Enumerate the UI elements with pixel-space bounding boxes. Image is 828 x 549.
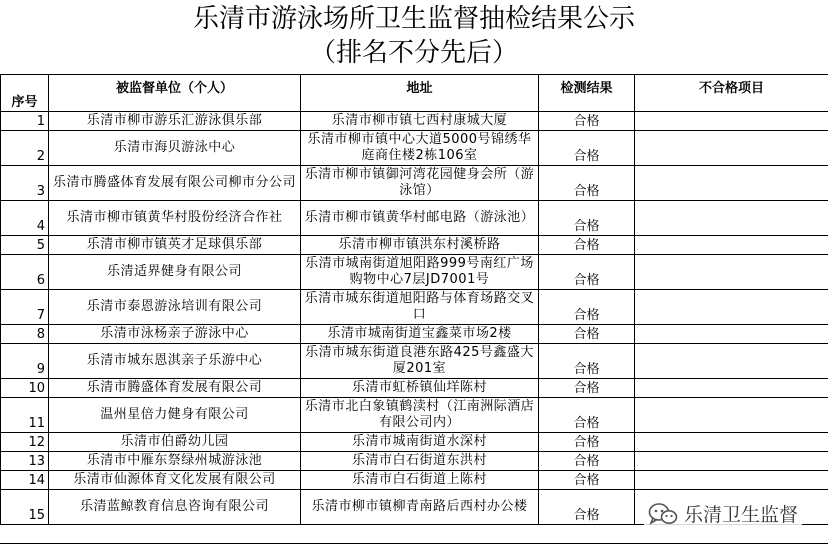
title-line-1: 乐清市游泳场所卫生监督抽检结果公示 <box>0 2 828 36</box>
row-seq: 2 <box>1 131 49 166</box>
header-failed-items: 不合格项目 <box>635 75 828 112</box>
row-seq: 10 <box>1 379 49 398</box>
row-result: 合格 <box>539 398 635 433</box>
row-address: 乐清市北白象镇鹤渎村（江南洲际酒店有限公司内） <box>301 398 539 433</box>
row-address: 乐清市城东街道旭阳路与体育场路交叉口 <box>301 290 539 325</box>
row-seq: 13 <box>1 452 49 471</box>
row-address: 乐清市柳市镇御河湾花园健身会所（游泳馆） <box>301 166 539 201</box>
table-header-row <box>1 75 828 112</box>
row-address: 乐清市柳市镇中心大道5000号锦绣华庭商住楼2栋106室 <box>301 131 539 166</box>
row-seq: 8 <box>1 325 49 344</box>
row-unit: 乐清市腾盛体育发展有限公司柳市分公司 <box>49 166 301 201</box>
table-row <box>1 290 828 325</box>
row-unit: 温州星倍力健身有限公司 <box>49 398 301 433</box>
row-address: 乐清市柳市镇柳青南路后西村办公楼 <box>301 490 539 525</box>
row-result: 合格 <box>539 452 635 471</box>
row-result: 合格 <box>539 344 635 379</box>
row-unit: 乐清市泳杨亲子游泳中心 <box>49 325 301 344</box>
watermark-text: 乐清卫生监督 <box>684 500 798 527</box>
row-seq: 12 <box>1 433 49 452</box>
row-seq: 1 <box>1 112 49 131</box>
row-seq: 15 <box>1 490 49 525</box>
table-row <box>1 398 828 433</box>
row-address: 乐清市柳市镇黄华村邮电路（游泳池） <box>301 201 539 236</box>
row-seq: 9 <box>1 344 49 379</box>
row-failed-items <box>635 325 828 344</box>
results-table <box>0 74 828 525</box>
row-address: 乐清市柳市镇七西村康城大厦 <box>301 112 539 131</box>
row-unit: 乐清市泰恩游泳培训有限公司 <box>49 290 301 325</box>
header-result: 检测结果 <box>539 75 635 112</box>
row-failed-items <box>635 201 828 236</box>
row-failed-items <box>635 255 828 290</box>
row-failed-items <box>635 398 828 433</box>
header-seq: 序号 <box>1 75 49 112</box>
table-row <box>1 255 828 290</box>
wechat-watermark <box>644 498 802 529</box>
row-result: 合格 <box>539 490 635 525</box>
row-address: 乐清市城东街道良港东路425号鑫盛大厦201室 <box>301 344 539 379</box>
row-seq: 4 <box>1 201 49 236</box>
table-row <box>1 433 828 452</box>
row-unit: 乐清市仙源体育文化发展有限公司 <box>49 471 301 490</box>
row-seq: 3 <box>1 166 49 201</box>
row-address: 乐清市白石街道上陈村 <box>301 471 539 490</box>
row-unit: 乐清市城东恩淇亲子乐游中心 <box>49 344 301 379</box>
row-unit: 乐清市柳市游乐汇游泳俱乐部 <box>49 112 301 131</box>
header-unit: 被监督单位（个人） <box>49 75 301 112</box>
table-row <box>1 166 828 201</box>
row-failed-items <box>635 166 828 201</box>
row-result: 合格 <box>539 255 635 290</box>
title-line-2: （排名不分先后） <box>0 36 828 70</box>
row-failed-items <box>635 471 828 490</box>
row-failed-items <box>635 112 828 131</box>
row-failed-items <box>635 433 828 452</box>
row-result: 合格 <box>539 471 635 490</box>
table-row <box>1 344 828 379</box>
header-address: 地址 <box>301 75 539 112</box>
row-result: 合格 <box>539 379 635 398</box>
row-result: 合格 <box>539 201 635 236</box>
row-seq: 6 <box>1 255 49 290</box>
row-unit: 乐清蓝鲸教育信息咨询有限公司 <box>49 490 301 525</box>
row-unit: 乐清适界健身有限公司 <box>49 255 301 290</box>
row-result: 合格 <box>539 131 635 166</box>
wechat-icon <box>648 502 678 526</box>
row-failed-items <box>635 236 828 255</box>
table-row <box>1 452 828 471</box>
row-result: 合格 <box>539 166 635 201</box>
row-seq: 5 <box>1 236 49 255</box>
table-row <box>1 131 828 166</box>
table-row <box>1 236 828 255</box>
table-row <box>1 112 828 131</box>
row-address: 乐清市虹桥镇仙垟陈村 <box>301 379 539 398</box>
table-cutoff-line <box>0 543 828 549</box>
row-failed-items <box>635 290 828 325</box>
row-unit: 乐清市海贝游泳中心 <box>49 131 301 166</box>
row-failed-items <box>635 131 828 166</box>
row-result: 合格 <box>539 112 635 131</box>
row-unit: 乐清市柳市镇英才足球俱乐部 <box>49 236 301 255</box>
row-result: 合格 <box>539 236 635 255</box>
row-address: 乐清市城南街道宝鑫菜市场2楼 <box>301 325 539 344</box>
table-row <box>1 379 828 398</box>
row-result: 合格 <box>539 433 635 452</box>
row-failed-items <box>635 379 828 398</box>
table-row <box>1 471 828 490</box>
row-seq: 14 <box>1 471 49 490</box>
row-failed-items <box>635 344 828 379</box>
row-result: 合格 <box>539 290 635 325</box>
row-result: 合格 <box>539 325 635 344</box>
row-failed-items <box>635 452 828 471</box>
row-address: 乐清市柳市镇洪东村溪桥路 <box>301 236 539 255</box>
row-seq: 11 <box>1 398 49 433</box>
row-unit: 乐清市柳市镇黄华村股份经济合作社 <box>49 201 301 236</box>
row-seq: 7 <box>1 290 49 325</box>
row-unit: 乐清市伯爵幼儿园 <box>49 433 301 452</box>
row-unit: 乐清市中雁东祭绿州城游泳池 <box>49 452 301 471</box>
row-address: 乐清市城南街道旭阳路999号南红广场购物中心7层JD7001号 <box>301 255 539 290</box>
row-unit: 乐清市腾盛体育发展有限公司 <box>49 379 301 398</box>
row-address: 乐清市城南街道水深村 <box>301 433 539 452</box>
table-row <box>1 201 828 236</box>
table-row <box>1 325 828 344</box>
row-address: 乐清市白石街道东洪村 <box>301 452 539 471</box>
